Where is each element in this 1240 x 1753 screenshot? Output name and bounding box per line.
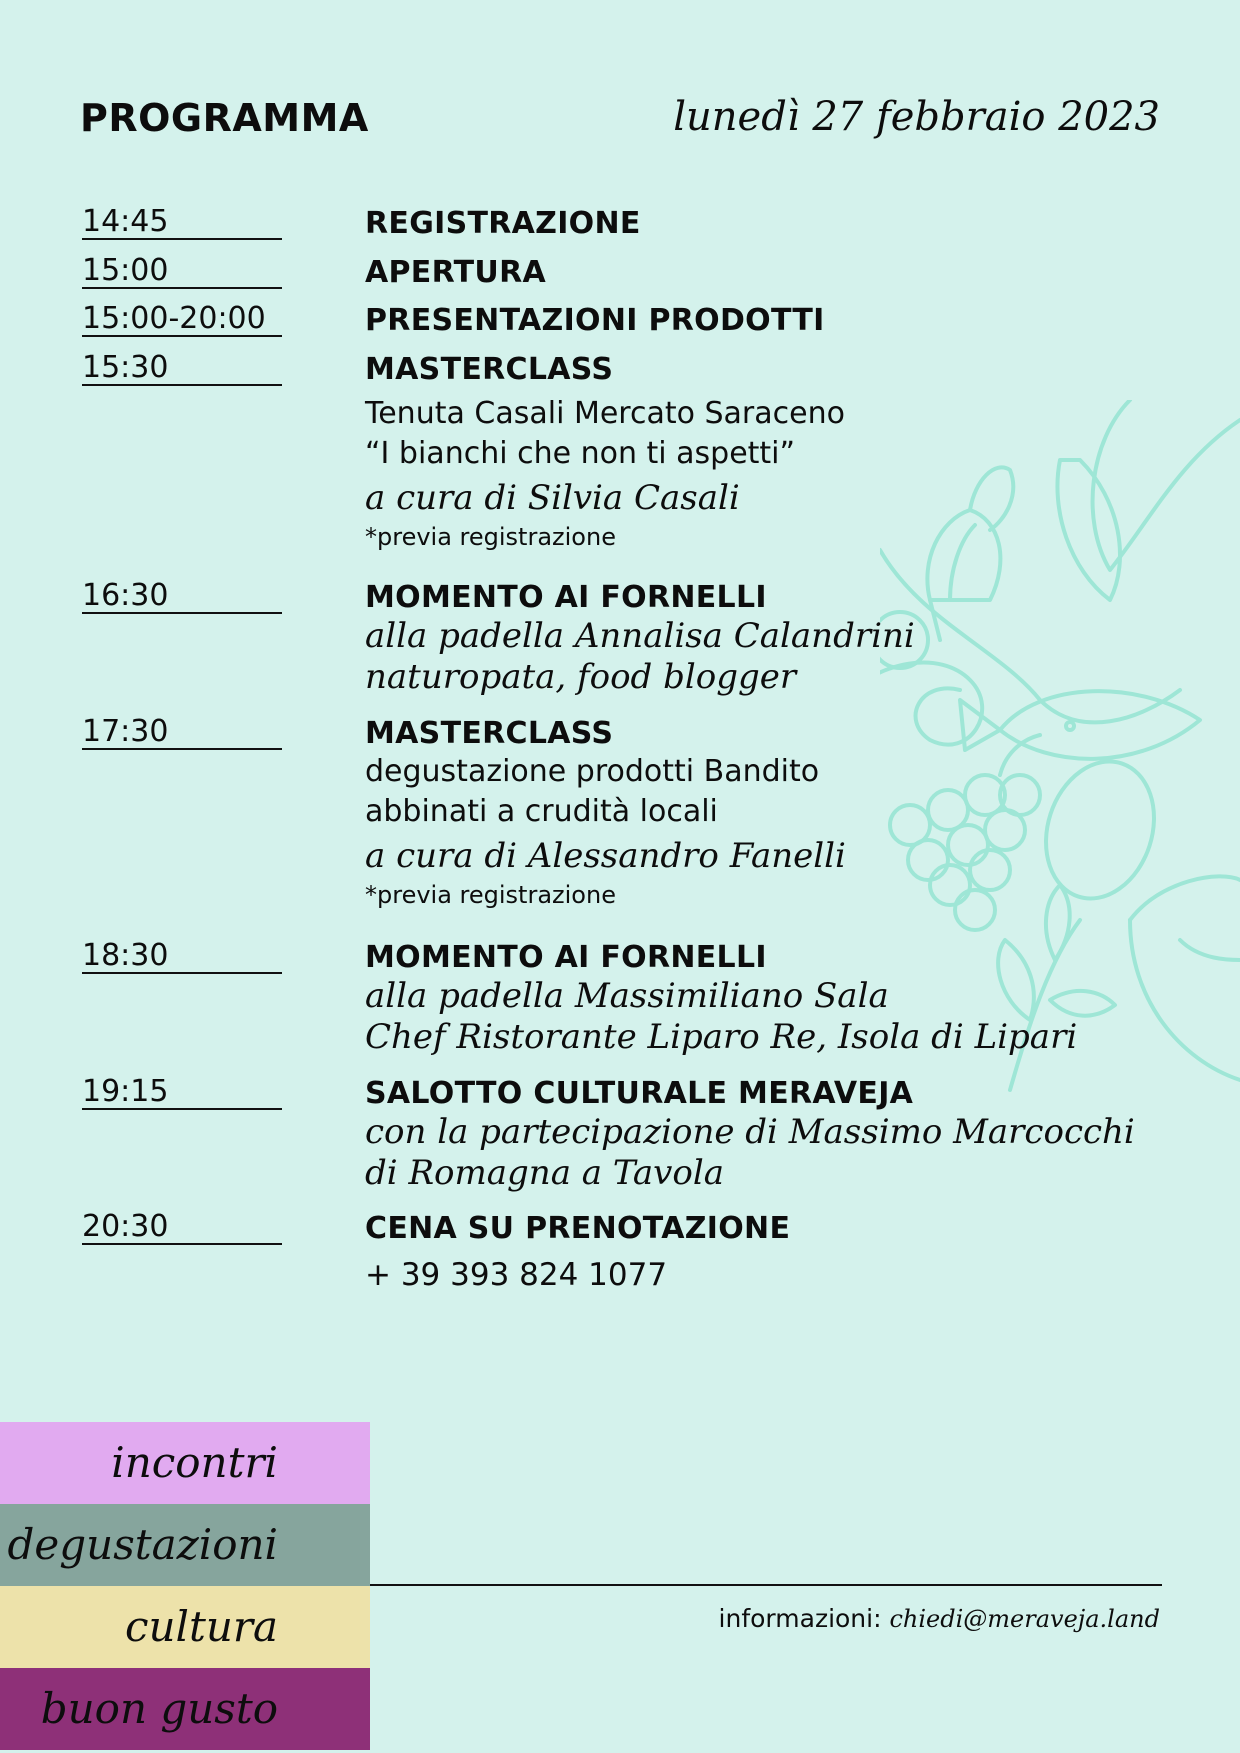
event-detail: con la partecipazione di Massimo Marcocchi	[365, 1112, 1135, 1152]
event-item	[365, 303, 1185, 339]
event-byline: a cura di Alessandro Fanelli	[365, 836, 846, 876]
event-detail: Chef Ristorante Liparo Re, Isola di Lipari	[365, 1017, 1078, 1057]
event-item	[365, 1076, 1185, 1194]
event-item	[365, 716, 1185, 913]
event-detail: “I bianchi che non ti aspetti”	[365, 436, 796, 471]
event-item	[365, 352, 1185, 555]
tag-incontri: incontri	[0, 1422, 370, 1504]
time-slot: 17:30	[82, 716, 282, 750]
reservation-phone: + 39 393 824 1077	[365, 1257, 668, 1293]
event-title: REGISTRAZIONE	[365, 206, 641, 241]
footer-info	[719, 1604, 1160, 1633]
event-detail: Tenuta Casali Mercato Saraceno	[365, 396, 845, 431]
contact-email-link[interactable]: chiedi@meraveja.land	[889, 1605, 1160, 1633]
event-item	[365, 1211, 1185, 1297]
event-item	[365, 580, 1185, 698]
event-detail: abbinati a crudità locali	[365, 794, 718, 829]
event-item	[365, 940, 1185, 1058]
registration-note: *previa registrazione	[365, 523, 616, 551]
time-slot: 15:30	[82, 352, 282, 386]
event-detail: di Romagna a Tavola	[365, 1153, 724, 1193]
category-tags	[0, 1422, 370, 1750]
footer-divider	[370, 1584, 1162, 1586]
time-slot: 16:30	[82, 580, 282, 614]
tag-degustazioni: degustazioni	[0, 1504, 370, 1586]
event-title: MASTERCLASS	[365, 352, 614, 387]
event-detail: degustazione prodotti Bandito	[365, 754, 820, 789]
tag-buon-gusto: buon gusto	[0, 1668, 370, 1750]
page-title: PROGRAMMA	[80, 96, 369, 140]
time-slot: 20:30	[82, 1211, 282, 1245]
tag-cultura: cultura	[0, 1586, 370, 1668]
event-title: SALOTTO CULTURALE MERAVEJA	[365, 1076, 914, 1111]
time-slot: 15:00	[82, 255, 282, 289]
time-slot: 14:45	[82, 206, 282, 240]
time-slot: 19:15	[82, 1076, 282, 1110]
event-title: MOMENTO AI FORNELLI	[365, 580, 767, 615]
event-title: MOMENTO AI FORNELLI	[365, 940, 767, 975]
event-item	[365, 255, 1185, 291]
event-date: lunedì 27 febbraio 2023	[673, 94, 1160, 140]
info-label: informazioni:	[718, 1604, 882, 1633]
event-item	[365, 206, 1185, 242]
time-slot: 15:00-20:00	[82, 303, 282, 337]
event-title: APERTURA	[365, 255, 546, 290]
event-title: PRESENTAZIONI PRODOTTI	[365, 303, 825, 338]
event-detail: alla padella Massimiliano Sala	[365, 976, 889, 1016]
time-slot: 18:30	[82, 940, 282, 974]
event-title: MASTERCLASS	[365, 716, 614, 751]
event-detail: naturopata, food blogger	[365, 657, 797, 697]
event-detail: alla padella Annalisa Calandrini	[365, 616, 915, 656]
registration-note: *previa registrazione	[365, 881, 616, 909]
event-title: CENA SU PRENOTAZIONE	[365, 1211, 791, 1246]
event-byline: a cura di Silvia Casali	[365, 478, 740, 518]
